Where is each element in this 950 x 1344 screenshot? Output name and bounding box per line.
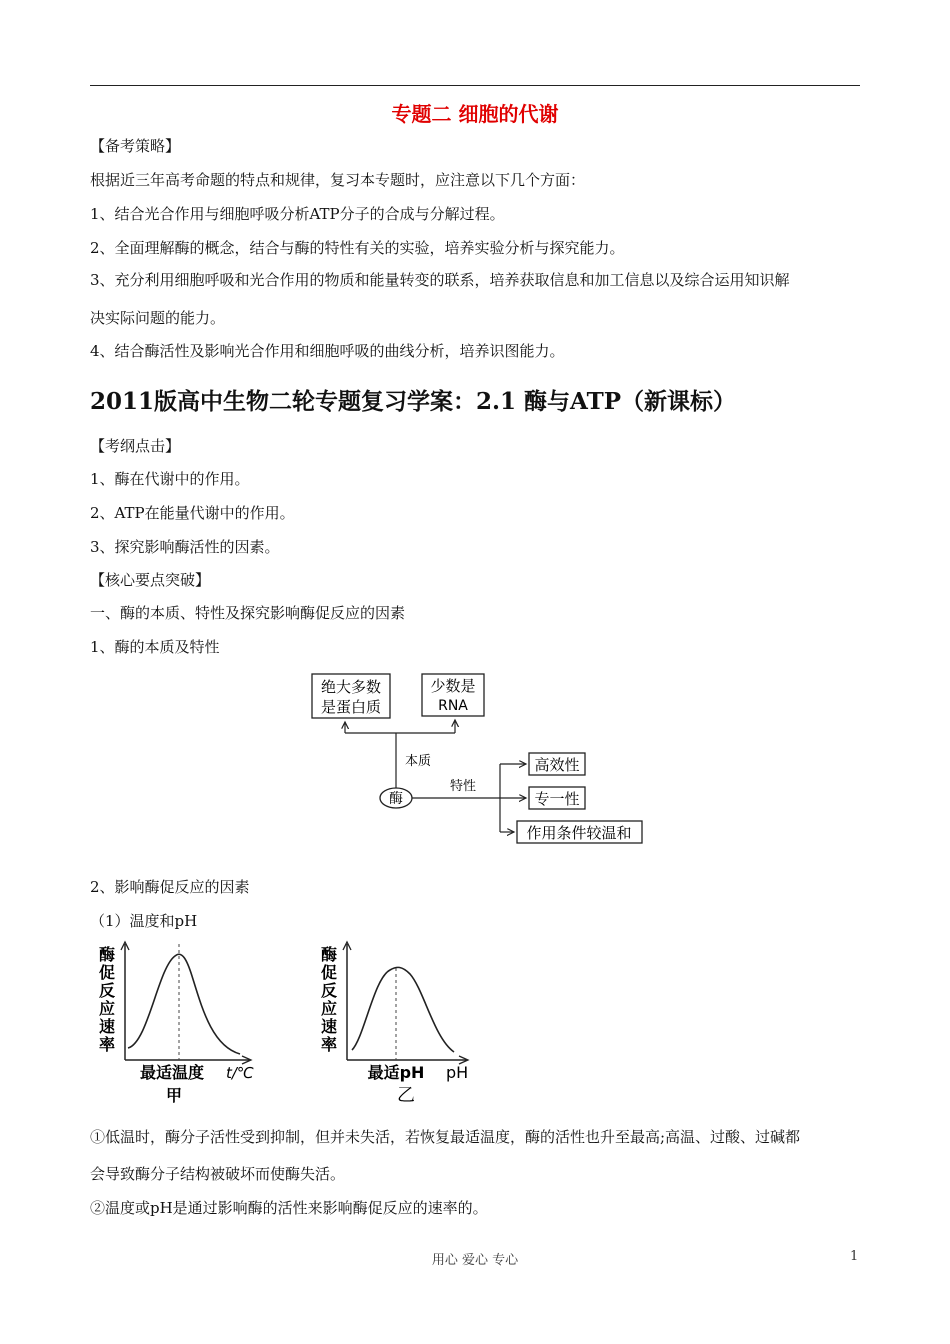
strategy-heading: 【备考策略】: [90, 137, 181, 155]
box-majority-line1: 绝大多数: [320, 678, 382, 696]
ylabel-char: 速: [320, 1017, 338, 1036]
syllabus-heading: 【考纲点击】: [90, 437, 181, 455]
ylabel-char: 应: [98, 999, 116, 1018]
ylabel-char: 速: [98, 1017, 116, 1036]
strategy-intro: 根据近三年高考命题的特点和规律，复习本专题时，应注意以下几个方面：: [90, 171, 586, 189]
syllabus-item-2: 2、ATP在能量代谢中的作用。: [90, 504, 295, 522]
main-title: 2011版高中生物二轮专题复习学案：2.1 酶与ATP（新课标）: [90, 388, 737, 415]
ylabel-char: 率: [98, 1035, 116, 1054]
note-2: ②温度或pH是通过影响酶的活性来影响酶促反应的速率的。: [90, 1199, 488, 1217]
prop-1: 高效性: [534, 756, 580, 774]
ylabel-char: 促: [98, 963, 116, 982]
ph-caption: 乙: [397, 1085, 415, 1106]
strategy-item-3-cont: 决实际问题的能力。: [90, 309, 226, 327]
label-nature: 本质: [405, 754, 432, 769]
note-1-cont: 会导致酶分子结构被破坏而使酶失活。: [90, 1165, 346, 1183]
syllabus-item-3: 3、探究影响酶活性的因素。: [90, 538, 280, 556]
core-heading: 【核心要点突破】: [90, 571, 211, 589]
label-property: 特性: [450, 779, 477, 794]
graph-ph: [312, 938, 502, 1113]
graph-temperature-ylabel: [99, 945, 115, 1054]
core-sub-1: 1、酶的本质及特性: [90, 638, 220, 656]
enzyme-diagram: [300, 665, 650, 845]
box-minority-line1: 少数是: [430, 677, 476, 695]
strategy-item-2: 2、全面理解酶的概念，结合与酶的特性有关的实验，培养实验分析与探究能力。: [90, 239, 625, 257]
ylabel-char: 反: [320, 981, 338, 1000]
strategy-item-3: 3、充分利用细胞呼吸和光合作用的物质和能量转变的联系，培养获取信息和加工信息以及综合运用知识解: [90, 271, 790, 289]
ph-optimum-label: 最适pH: [367, 1063, 425, 1082]
temperature-caption: 甲: [165, 1086, 183, 1105]
ylabel-char: 促: [320, 963, 338, 982]
prop-3: 作用条件较温和: [526, 824, 632, 842]
ylabel-char: 应: [320, 999, 338, 1018]
ylabel-char: 酶: [98, 945, 116, 964]
strategy-item-4: 4、结合酶活性及影响光合作用和细胞呼吸的曲线分析，培养识图能力。: [90, 342, 565, 360]
box-minority-line2: RNA: [438, 698, 468, 714]
ph-curve: [352, 967, 454, 1052]
footer-motto: 用心 爱心 专心: [431, 1253, 519, 1268]
enzyme-node-label: 酶: [389, 791, 403, 807]
syllabus-item-1: 1、酶在代谢中的作用。: [90, 470, 250, 488]
strategy-item-1: 1、结合光合作用与细胞呼吸分析ATP分子的合成与分解过程。: [90, 205, 505, 223]
topic-title: 专题二 细胞的代谢: [391, 102, 559, 126]
temperature-axis-label: t/℃: [226, 1064, 254, 1082]
ph-axis-label: pH: [446, 1063, 469, 1082]
core-sub-2: 2、影响酶促反应的因素: [90, 878, 250, 896]
box-majority-line2: 是蛋白质: [320, 698, 382, 716]
ylabel-char: 反: [98, 981, 116, 1000]
header-rule: [90, 85, 860, 86]
graph-temperature: [90, 938, 280, 1113]
ylabel-char: 酶: [320, 945, 338, 964]
ylabel-char: 率: [320, 1035, 338, 1054]
graph-ph-ylabel: [321, 945, 337, 1054]
temperature-optimum-label: 最适温度: [139, 1063, 205, 1082]
prop-2: 专一性: [534, 790, 580, 808]
core-section-1: 一、酶的本质、特性及探究影响酶促反应的因素: [90, 604, 406, 622]
temperature-curve: [128, 954, 240, 1054]
page-number: 1: [850, 1249, 859, 1264]
note-1: ①低温时，酶分子活性受到抑制，但并未失活，若恢复最适温度，酶的活性也升至最高;高温、过酸、过碱都: [90, 1128, 801, 1146]
core-sub-2-1: （1）温度和pH: [90, 912, 198, 930]
